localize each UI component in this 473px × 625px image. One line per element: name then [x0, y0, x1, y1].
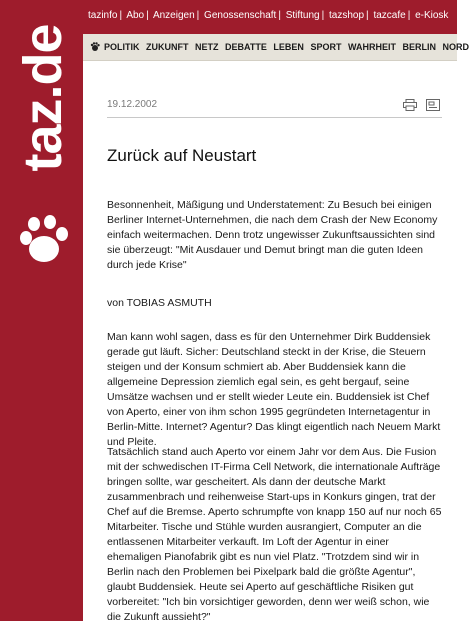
top-links-bar [83, 0, 457, 34]
link-tazshop[interactable]: tazshop [329, 10, 365, 21]
nav-item-netz[interactable]: NETZ [195, 42, 219, 52]
separator: | [321, 10, 325, 21]
article-author: von TOBIAS ASMUTH [107, 297, 212, 309]
article-lead: Besonnenheit, Mäßigung und Understatement: Zu Besuch bei einigen Berliner Internet-Unternehmen, die nach dem Crash der New Economy einfach weitermachen. Denn trotz ungewisser Zukunftsaussichten sind sie überzeugt: "Mit Ausdauer und Demut bringt man die guten Ideen durch jede Krise" [107, 199, 438, 271]
paw-bullet-icon [90, 42, 100, 52]
section-nav [83, 34, 469, 61]
link-tazcafe[interactable]: tazcafe [373, 10, 406, 21]
nav-item-sport[interactable]: SPORT [310, 42, 342, 52]
nav-item-politik[interactable]: POLITIK [104, 42, 140, 52]
article-headline: Zurück auf Neustart [107, 146, 257, 165]
separator: | [146, 10, 149, 21]
article-date: 19.12.2002 [107, 99, 158, 110]
article-paragraph: Tatsächlich stand auch Aperto vor einem Jahr vor dem Aus. Die Fusion mit der schwedischen IT-Firma Cell Network, die internationale Aufträge bringen sollte, war gescheitert. Als dann der deutsche Markt zusammenbrach und reihenweise Start-ups in Konkurs gingen, trat der Chef auf die Bremse. Aperto schrumpfte von knapp 150 auf nur noch 65 Mitarbeiter. Tische und Stühle wurden ausrangiert, Computer an die entlassenen Mitarbeiter verkauft. Im Loft der Agentur in einer ehemaligen Pianofabrik gibt es nun viel Platz. "Trotzdem sind wir in Berlin nach den Problemen bei Pixelpark bald die größte Agentur", glaubt Buddensiek. Heute sei Aperto auf geschäftliche Risiken gut vorbereitet: "Ich bin vorsichtiger geworden, denn wer weiß schon, wie die Zukunft aussieht?" [107, 446, 442, 623]
separator: | [407, 10, 411, 21]
nav-item-wahrheit[interactable]: WAHRHEIT [347, 42, 396, 52]
link-stiftung[interactable]: Stiftung [285, 10, 320, 21]
brand-sidebar [0, 0, 83, 621]
taz-logo[interactable]: taz.de [13, 24, 73, 172]
print-icon[interactable] [403, 98, 417, 116]
article-dateline [107, 99, 442, 118]
link-e-kiosk[interactable]: e-Kiosk [415, 10, 449, 21]
nav-item-nord[interactable]: NORD [442, 42, 469, 52]
nav-item-leben[interactable]: LEBEN [273, 42, 304, 52]
separator: | [196, 10, 200, 21]
separator: | [366, 10, 369, 21]
link-anzeigen[interactable]: Anzeigen [152, 10, 195, 21]
article-paragraph: Man kann wohl sagen, dass es für den Unternehmer Dirk Buddensiek gerade gut läuft. Sicher: Deutschland steckt in der Krise, die Steuern steigen und der Konsum schmiert ab. Aber Buddensiek kann die allgemeine Depression ziemlich egal sein, es geht bergauf, seine Umsätze wachsen und er stellt wieder Leute ein. Buddensiek ist Chef von Aperto, einer von ihm schon 1995 gegründeten Internetagentur in Berlin-Mitte. Internet? Agentur? Das klingt eigentlich nach Neuem Markt und Pleite. [107, 331, 441, 448]
link-genossenschaft[interactable]: Genossenschaft [204, 10, 277, 21]
nav-item-berlin[interactable]: BERLIN [402, 42, 436, 52]
nav-item-debatte[interactable]: DEBATTE [225, 42, 267, 52]
link-tazinfo[interactable]: tazinfo [88, 10, 118, 21]
nav-item-zukunft[interactable]: ZUKUNFT [146, 42, 189, 52]
paw-logo-icon [14, 213, 70, 269]
link-abo[interactable]: Abo [126, 10, 145, 21]
email-icon[interactable] [426, 98, 440, 116]
separator: | [119, 10, 123, 21]
separator: | [278, 10, 281, 21]
